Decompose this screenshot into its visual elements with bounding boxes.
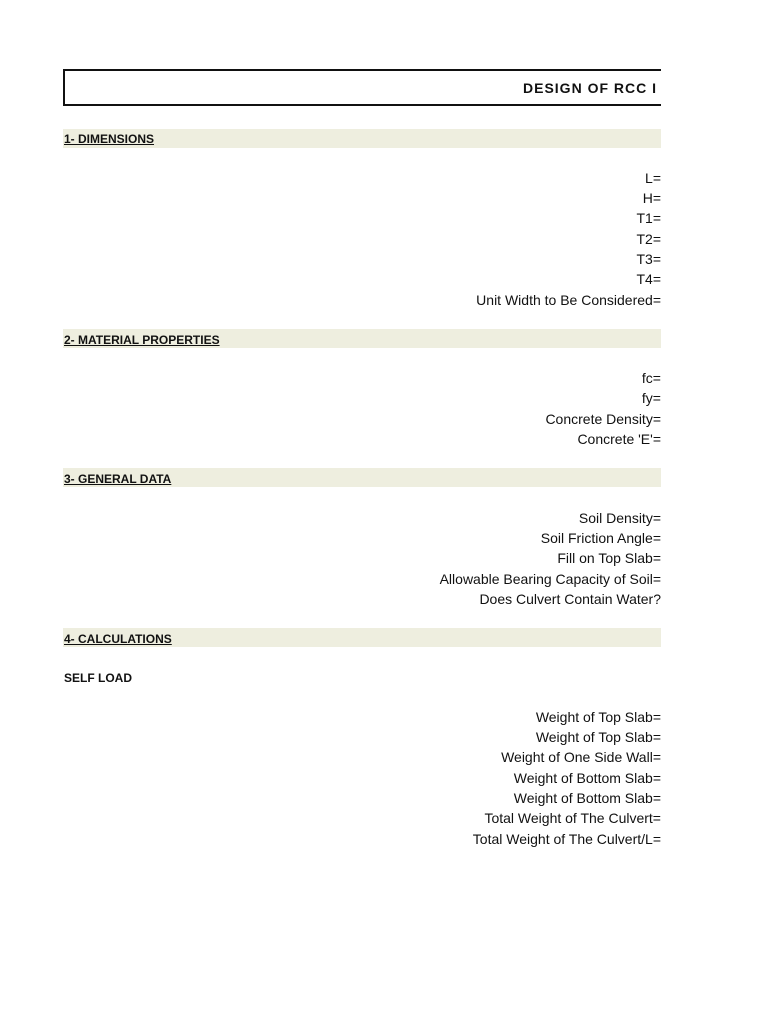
label-total-weight-per-l: Total Weight of The Culvert/L=: [472, 831, 661, 847]
title-box: [63, 69, 703, 106]
label-t1: T1=: [636, 210, 661, 226]
section-heading-calculations: 4- CALCULATIONS: [64, 632, 172, 646]
label-t2: T2=: [636, 231, 661, 247]
label-fill-top-slab: Fill on Top Slab=: [557, 550, 661, 566]
label-soil-density: Soil Density=: [578, 510, 661, 526]
section-heading-material: 2- MATERIAL PROPERTIES: [64, 333, 220, 347]
label-weight-bottom-slab-1: Weight of Bottom Slab=: [513, 770, 661, 786]
label-concrete-density: Concrete Density=: [545, 411, 661, 427]
label-t3: T3=: [636, 251, 661, 267]
section-heading-general: 3- GENERAL DATA: [64, 472, 172, 486]
label-contain-water: Does Culvert Contain Water?: [479, 591, 661, 607]
label-weight-side-wall: Weight of One Side Wall=: [501, 749, 661, 765]
label-fy: fy=: [641, 390, 661, 406]
label-weight-top-slab-1: Weight of Top Slab=: [535, 709, 661, 725]
label-h: H=: [642, 190, 661, 206]
label-fc: fc=: [641, 370, 661, 386]
page-clip: [661, 60, 768, 1024]
label-bearing-capacity: Allowable Bearing Capacity of Soil=: [439, 571, 661, 587]
label-weight-top-slab-2: Weight of Top Slab=: [535, 729, 661, 745]
page-title: DESIGN OF RCC I: [523, 80, 658, 96]
label-soil-friction-angle: Soil Friction Angle=: [540, 530, 661, 546]
label-weight-bottom-slab-2: Weight of Bottom Slab=: [513, 790, 661, 806]
label-total-weight: Total Weight of The Culvert=: [484, 810, 661, 826]
subheading-self-load: SELF LOAD: [64, 671, 132, 685]
section-heading-dimensions: 1- DIMENSIONS: [64, 132, 155, 146]
label-unit-width: Unit Width to Be Considered=: [476, 292, 661, 308]
label-l: L=: [645, 170, 661, 186]
label-t4: T4=: [636, 271, 661, 287]
label-concrete-e: Concrete 'E'=: [577, 431, 661, 447]
